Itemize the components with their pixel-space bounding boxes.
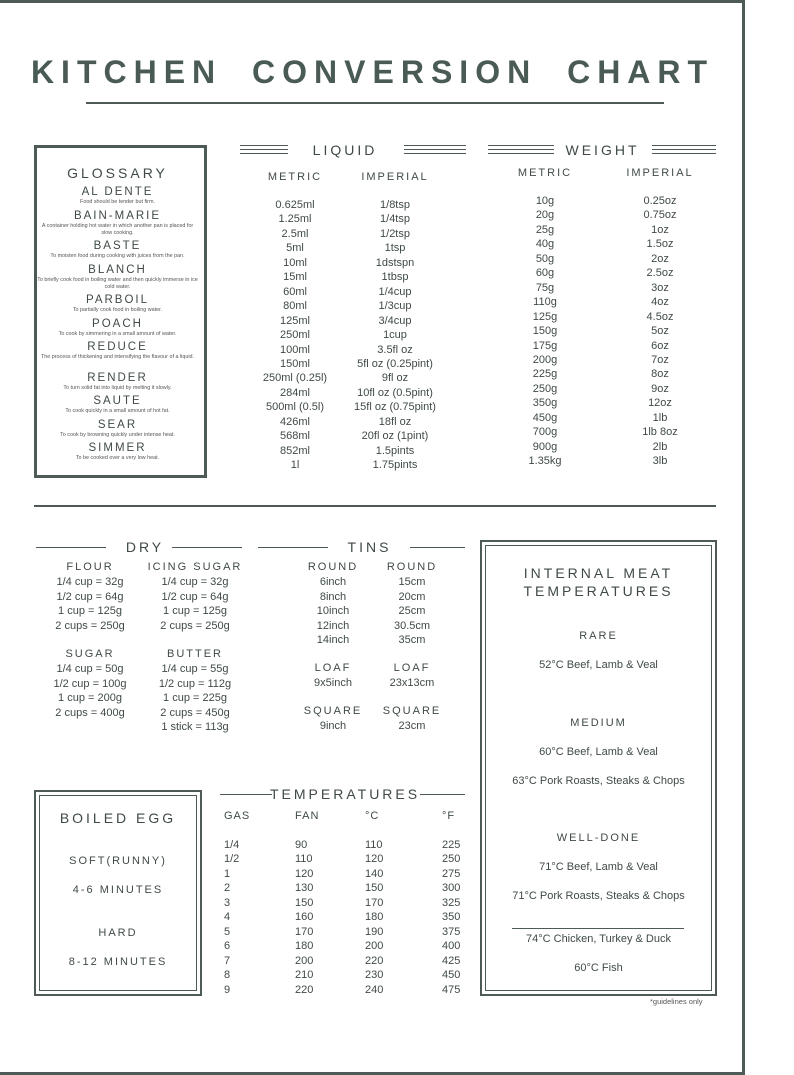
egg-soft-time: 4-6 MINUTES <box>72 884 164 896</box>
glossary-definition: To cook by browning quickly under intense heat. <box>60 431 175 438</box>
tins-value: 14inch <box>316 634 350 646</box>
temps-gas-value: 1/2 <box>224 853 240 866</box>
weight-imperial-value: 12oz <box>648 397 672 410</box>
meat-welldone-value: 71°C Beef, Lamb & Veal <box>539 861 658 873</box>
weight-metric-value: 125g <box>532 310 558 323</box>
temps-fan-value: 110 <box>295 853 313 866</box>
temps-f-value: 275 <box>442 867 461 880</box>
glossary-term: SEAR <box>97 418 138 431</box>
temps-f-value: 475 <box>442 983 461 996</box>
tins-left-rule <box>258 547 328 548</box>
liquid-imperial-value: 5fl oz (0.25pint) <box>357 357 433 370</box>
temps-gas-value: 4 <box>224 911 231 924</box>
liquid-metric-value: 60ml <box>283 285 307 298</box>
dry-value: 1/4 cup = 55g <box>161 663 229 675</box>
weight-metric-value: 225g <box>532 368 558 381</box>
tins-group-name: LOAF <box>314 662 352 674</box>
dry-value: 1/4 cup = 32g <box>161 576 229 588</box>
temps-fan-value: 180 <box>295 940 314 953</box>
dry-group-name: ICING SUGAR <box>147 561 243 573</box>
temps-fan-value: 170 <box>295 925 314 938</box>
liquid-metric-value: 852ml <box>280 444 310 457</box>
temps-c-value: 110 <box>365 839 383 851</box>
glossary-term: REDUCE <box>87 341 148 353</box>
temps-gas-value: 6 <box>224 940 231 953</box>
glossary-definition: To cook by simmering in a small amount of water. <box>58 330 177 337</box>
glossary-definition: To moisten food during cooking with juices from the pan. <box>50 253 185 259</box>
weight-imperial-value: 3lb <box>652 455 668 468</box>
meat-medium-value: 60°C Beef, Lamb & Veal <box>539 746 658 758</box>
liquid-imperial-value: 1/4tsp <box>380 213 410 226</box>
temps-c-value: 140 <box>365 867 384 880</box>
temps-header: FAN <box>295 810 320 822</box>
temps-c-value: 180 <box>365 911 384 924</box>
temps-c-value: 190 <box>365 925 384 938</box>
weight-imperial-value: 7oz <box>651 353 669 366</box>
weight-metric-value: 50g <box>535 252 555 265</box>
tins-group-name: ROUND <box>307 561 359 573</box>
liquid-right-rule <box>404 145 466 154</box>
dry-group-name: SUGAR <box>65 648 115 660</box>
weight-metric-value: 250g <box>532 382 558 395</box>
weight-metric-value: 25g <box>535 223 555 236</box>
temps-f-value: 350 <box>442 911 461 924</box>
liquid-imperial-value: 15fl oz (0.75pint) <box>354 401 436 414</box>
liquid-metric-value: 426ml <box>280 415 310 428</box>
weight-metric-value: 200g <box>532 353 558 366</box>
weight-metric-value: 110g <box>533 296 557 309</box>
dry-right-rule <box>172 547 242 548</box>
dry-left-rule <box>36 547 106 548</box>
weight-imperial-value: 2oz <box>651 252 669 265</box>
glossary-definition: To be cooked over a very low heat. <box>75 455 160 461</box>
liquid-metric-value: 500ml (0.5l) <box>265 401 325 414</box>
liquid-metric-value: 80ml <box>283 300 307 313</box>
tins-value: 9inch <box>319 720 347 732</box>
temps-c-value: 230 <box>365 969 384 982</box>
temps-gas-value: 5 <box>224 925 231 938</box>
temps-fan-value: 210 <box>295 969 314 982</box>
temps-fan-value: 220 <box>295 983 314 996</box>
dry-value: 1/4 cup = 32g <box>56 576 124 588</box>
temps-f-value: 300 <box>442 882 461 895</box>
tins-group-name: ROUND <box>386 561 438 573</box>
temps-gas-value: 1/4 <box>224 839 240 851</box>
tins-value: 6inch <box>319 576 347 588</box>
weight-metric-value: 1.35kg <box>528 455 562 468</box>
glossary-title: GLOSSARY <box>67 165 168 181</box>
weight-metric-value: 40g <box>535 238 555 251</box>
liquid-imperial-value: 1/2tsp <box>380 227 410 240</box>
liquid-imperial-value: 3/4cup <box>378 314 412 327</box>
liquid-imperial-value: 1.5pints <box>375 444 415 457</box>
temps-gas-value: 9 <box>224 983 231 996</box>
temps-title: TEMPERATURES <box>270 786 421 802</box>
weight-metric-value: 60g <box>535 267 555 280</box>
glossary-term: AL DENTE <box>81 186 154 198</box>
tins-value: 30.5cm <box>393 619 431 632</box>
liquid-imperial-value: 1dstspn <box>375 256 415 269</box>
dry-title: DRY <box>125 539 165 555</box>
weight-right-rule <box>652 145 716 154</box>
weight-metric-header: METRIC <box>517 167 573 179</box>
glossary-definition: To turn solid fat into liquid by melting it slowly. <box>63 384 172 391</box>
meat-medium-label: MEDIUM <box>570 717 627 729</box>
temps-fan-value: 160 <box>295 911 314 924</box>
liquid-imperial-value: 1/3cup <box>378 300 412 313</box>
weight-imperial-value: 5oz <box>651 325 669 338</box>
temps-f-value: 325 <box>442 896 461 909</box>
liquid-metric-value: 100ml <box>280 343 310 356</box>
temps-fan-value: 200 <box>295 954 314 967</box>
liquid-metric-value: 1.25ml <box>278 213 312 226</box>
temps-f-value: 225 <box>442 839 461 851</box>
temps-c-value: 200 <box>365 940 384 953</box>
glossary-term: POACH <box>92 317 143 330</box>
liquid-title: LIQUID <box>312 142 378 158</box>
tins-value: 23x13cm <box>389 677 435 689</box>
guidelines-note: *guidelines only <box>650 997 703 1006</box>
weight-imperial-value: 0.75oz <box>643 209 677 222</box>
liquid-imperial-value: 1tsp <box>384 242 406 255</box>
dry-value: 2 cups = 250g <box>55 619 125 632</box>
glossary-definition: To briefly cook food in boiling water and then quickly immerse in ice cold water. <box>37 276 198 290</box>
glossary-definition: To partially cook food in boiling water. <box>72 307 163 313</box>
liquid-left-rule <box>240 145 288 154</box>
weight-metric-value: 450g <box>532 411 558 424</box>
temps-header: °F <box>442 810 456 822</box>
temps-fan-value: 150 <box>295 896 314 909</box>
liquid-metric-value: 2.5ml <box>281 227 309 240</box>
weight-imperial-value: 0.25oz <box>643 195 677 207</box>
liquid-metric-value: 15ml <box>283 271 307 284</box>
tins-value: 20cm <box>398 590 426 603</box>
egg-hard-time: 8-12 MINUTES <box>68 956 168 968</box>
dry-value: 1/2 cup = 100g <box>53 677 127 690</box>
dry-value: 1 cup = 225g <box>163 692 227 704</box>
egg-soft-label: SOFT(RUNNY) <box>69 855 167 867</box>
tins-value: 12inch <box>316 619 350 632</box>
liquid-imperial-value: 1.75pints <box>372 459 418 472</box>
tins-value: 25cm <box>398 605 426 617</box>
temps-header: °C <box>365 810 380 822</box>
tins-value: 35cm <box>398 634 426 646</box>
dry-value: 1/2 cup = 112g <box>158 677 232 690</box>
page-title: KITCHEN CONVERSION CHART <box>30 54 715 90</box>
dry-value: 1 cup = 125g <box>58 605 122 617</box>
weight-imperial-value: 1lb <box>652 411 668 424</box>
weight-imperial-value: 2lb <box>652 440 668 453</box>
temps-f-value: 450 <box>442 969 461 982</box>
dry-value: 1 cup = 200g <box>58 692 122 704</box>
dry-value: 1/4 cup = 50g <box>56 663 124 675</box>
temps-gas-value: 8 <box>224 969 231 982</box>
glossary-term: BLANCH <box>88 263 147 276</box>
liquid-metric-value: 125ml <box>280 314 310 327</box>
meat-medium-value: 63°C Pork Roasts, Steaks & Chops <box>512 775 685 787</box>
weight-imperial-value: 1lb 8oz <box>642 426 678 439</box>
temps-f-value: 400 <box>442 940 461 953</box>
liquid-imperial-value: 1cup <box>383 329 407 342</box>
weight-metric-value: 10g <box>535 195 555 207</box>
liquid-imperial-value: 3.5fl oz <box>377 343 413 356</box>
liquid-metric-value: 284ml <box>280 386 310 399</box>
egg-hard-label: HARD <box>98 927 138 939</box>
tins-value: 15cm <box>398 576 426 588</box>
tins-value: 23cm <box>398 720 426 732</box>
tins-value: 9x5inch <box>314 677 352 689</box>
dry-value: 1/2 cup = 64g <box>161 590 229 603</box>
liquid-imperial-value: 9fl oz <box>381 372 409 385</box>
dry-group-name: FLOUR <box>66 561 114 573</box>
temps-gas-value: 7 <box>224 954 231 967</box>
temps-c-value: 240 <box>365 983 384 996</box>
glossary-term: BASTE <box>93 240 142 252</box>
weight-imperial-value: 9oz <box>651 382 669 395</box>
liquid-metric-value: 568ml <box>280 430 310 443</box>
meat-rare-label: RARE <box>579 630 618 642</box>
liquid-imperial-header: IMPERIAL <box>361 171 429 183</box>
weight-metric-value: 20g <box>535 209 555 222</box>
meat-extra-value: 74°C Chicken, Turkey & Duck <box>525 933 671 945</box>
temps-c-value: 220 <box>365 954 384 967</box>
weight-imperial-value: 4oz <box>651 296 669 309</box>
tins-value: 10inch <box>316 605 350 617</box>
weight-imperial-value: 3oz <box>651 281 669 294</box>
temps-fan-value: 90 <box>295 839 308 851</box>
temps-gas-value: 2 <box>224 882 231 895</box>
weight-title: WEIGHT <box>565 142 640 158</box>
meat-title-line1: INTERNAL MEAT <box>523 565 674 581</box>
meat-rare-value: 52°C Beef, Lamb & Veal <box>539 659 658 671</box>
glossary-term: SIMMER <box>88 442 147 454</box>
weight-left-rule <box>488 145 554 154</box>
temps-gas-value: 3 <box>224 896 231 909</box>
dry-group-name: BUTTER <box>167 648 223 660</box>
glossary-term: RENDER <box>87 371 148 384</box>
dry-value: 2 cups = 250g <box>160 619 230 632</box>
weight-metric-value: 75g <box>535 281 555 294</box>
liquid-imperial-value: 10fl oz (0.5pint) <box>357 386 433 399</box>
liquid-metric-value: 0.625ml <box>275 199 315 211</box>
liquid-metric-value: 250ml (0.25l) <box>262 372 328 385</box>
temps-f-value: 425 <box>442 954 461 967</box>
weight-imperial-value: 1oz <box>651 223 669 236</box>
dry-value: 1/2 cup = 64g <box>56 590 124 603</box>
weight-imperial-value: 4.5oz <box>646 310 674 323</box>
meat-welldone-value: 71°C Pork Roasts, Steaks & Chops <box>512 890 685 902</box>
temps-header: GAS <box>224 810 251 822</box>
glossary-definition: Food should be tender but firm. <box>80 199 155 205</box>
temps-right-rule <box>420 794 465 795</box>
meat-welldone-label: WELL-DONE <box>556 832 641 844</box>
liquid-metric-value: 10ml <box>283 256 307 269</box>
glossary-definition: A container holding hot water in which another pan is placed for slow cooking. <box>41 222 194 236</box>
meat-rule <box>512 928 684 929</box>
weight-metric-value: 900g <box>532 440 558 453</box>
glossary-definition: The process of thickening and intensifying the flavour of a liquid. <box>40 354 195 360</box>
temps-c-value: 150 <box>365 882 384 895</box>
tins-title: TINS <box>347 539 392 555</box>
liquid-metric-value: 1l <box>290 459 300 472</box>
temps-fan-value: 120 <box>295 867 314 880</box>
glossary-term: SAUTE <box>93 395 142 407</box>
liquid-imperial-value: 1tbsp <box>381 271 409 284</box>
weight-metric-value: 175g <box>532 339 558 352</box>
temps-fan-value: 130 <box>295 882 314 895</box>
dry-value: 1 stick = 113g <box>161 721 229 733</box>
tins-group-name: SQUARE <box>382 705 442 717</box>
glossary-term: BAIN-MARIE <box>73 209 162 222</box>
meat-title-line2: TEMPERATURES <box>523 583 674 599</box>
tins-group-name: LOAF <box>393 662 431 674</box>
dry-value: 2 cups = 450g <box>160 706 230 719</box>
weight-imperial-value: 8oz <box>651 368 669 381</box>
temps-c-value: 120 <box>365 853 384 866</box>
liquid-metric-header: METRIC <box>267 171 323 183</box>
liquid-metric-value: 5ml <box>286 242 304 255</box>
title-rule <box>86 102 664 104</box>
liquid-imperial-value: 18fl oz <box>378 415 412 428</box>
weight-imperial-header: IMPERIAL <box>626 167 694 179</box>
temps-gas-value: 1 <box>224 867 231 880</box>
weight-metric-value: 700g <box>532 426 558 439</box>
weight-imperial-value: 1.5oz <box>646 238 674 251</box>
liquid-imperial-value: 1/8tsp <box>380 199 410 211</box>
dry-value: 2 cups = 400g <box>55 706 125 719</box>
dry-value: 1 cup = 125g <box>163 605 227 617</box>
temps-c-value: 170 <box>365 896 384 909</box>
tins-group-name: SQUARE <box>303 705 363 717</box>
liquid-imperial-value: 1/4cup <box>378 285 412 298</box>
glossary-term: PARBOIL <box>86 294 149 306</box>
liquid-imperial-value: 20fl oz (1pint) <box>361 430 429 443</box>
temps-left-rule <box>220 794 272 795</box>
tins-value: 8inch <box>319 590 347 603</box>
egg-title: BOILED EGG <box>59 810 177 826</box>
weight-metric-value: 350g <box>532 397 558 410</box>
tins-right-rule <box>410 547 465 548</box>
glossary-definition: To cook quickly in a small amount of hot fat. <box>65 408 170 414</box>
temps-f-value: 375 <box>442 925 461 938</box>
weight-metric-value: 150g <box>532 325 558 338</box>
weight-imperial-value: 6oz <box>651 339 669 352</box>
section-divider <box>34 505 716 507</box>
weight-imperial-value: 2.5oz <box>646 267 674 280</box>
liquid-metric-value: 250ml <box>280 329 310 342</box>
meat-extra-value: 60°C Fish <box>574 962 623 974</box>
temps-f-value: 250 <box>442 853 461 866</box>
liquid-metric-value: 150ml <box>280 357 310 370</box>
